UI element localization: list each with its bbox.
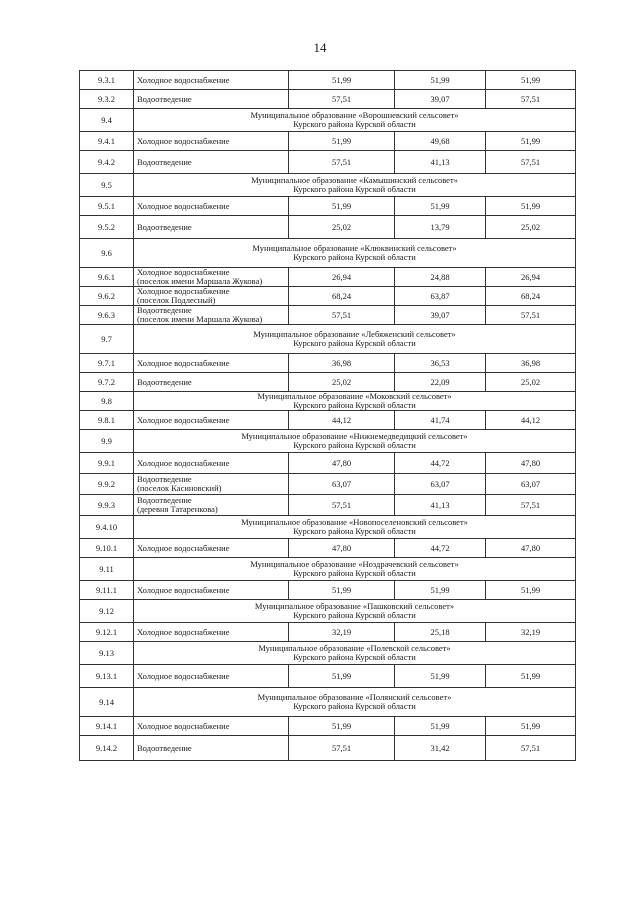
row-number: 9.4.1 [80, 132, 134, 151]
row-number: 9.9.2 [80, 474, 134, 495]
table-row [80, 736, 576, 761]
tariff-table-body [80, 71, 576, 761]
row-number: 9.4.2 [80, 151, 134, 174]
tariff-value-2: 51,99 [395, 665, 486, 688]
tariff-value-3: 47,80 [486, 453, 576, 474]
tariff-value-1: 57,51 [289, 736, 395, 761]
tariff-value-1: 32,19 [289, 623, 395, 642]
tariff-value-1: 51,99 [289, 71, 395, 90]
table-row [80, 717, 576, 736]
service-name [134, 216, 289, 239]
tariff-value-2: 39,07 [395, 90, 486, 109]
tariff-value-2: 63,87 [395, 287, 486, 306]
tariff-value-2: 51,99 [395, 197, 486, 216]
section-title [134, 174, 576, 197]
section-title-line: Курского района Курской области [293, 184, 416, 194]
tariff-value-3: 51,99 [486, 665, 576, 688]
table-row [80, 581, 576, 600]
service-name-line: Холодное водоснабжение [137, 286, 230, 297]
section-header-row [80, 516, 576, 539]
service-name-line: Холодное водоснабжение [137, 670, 230, 681]
section-title-line: Курского района Курской области [293, 568, 416, 578]
section-title-line: Курского района Курской области [293, 252, 416, 262]
tariff-value-1: 57,51 [289, 90, 395, 109]
service-name [134, 581, 289, 600]
table-row [80, 665, 576, 688]
tariff-value-2: 41,13 [395, 495, 486, 516]
service-name [134, 306, 289, 325]
section-title [134, 239, 576, 268]
table-row [80, 623, 576, 642]
table-row [80, 539, 576, 558]
page-number: 14 [313, 40, 327, 55]
row-number: 9.13 [80, 642, 134, 665]
section-title-line: Муниципальное образование «Ноздрачевский сельсовет» [250, 559, 459, 570]
service-name-line: Холодное водоснабжение [137, 720, 230, 731]
tariff-value-3: 25,02 [486, 216, 576, 239]
table-row [80, 306, 576, 325]
service-name [134, 151, 289, 174]
row-number: 9.12.1 [80, 623, 134, 642]
row-number: 9.5 [80, 174, 134, 197]
row-number: 9.11 [80, 558, 134, 581]
table-row [80, 216, 576, 239]
table-row [80, 71, 576, 90]
tariff-value-1: 57,51 [289, 151, 395, 174]
section-title [134, 430, 576, 453]
tariff-value-1: 51,99 [289, 717, 395, 736]
table-row [80, 453, 576, 474]
row-number: 9.7 [80, 325, 134, 354]
service-name-line: Холодное водоснабжение [137, 542, 230, 553]
section-title-line: Курского района Курской области [293, 701, 416, 711]
section-title [134, 392, 576, 411]
section-title [134, 558, 576, 581]
row-number: 9.4.10 [80, 516, 134, 539]
tariff-value-3: 51,99 [486, 197, 576, 216]
tariff-value-2: 22,09 [395, 373, 486, 392]
tariff-value-2: 41,74 [395, 411, 486, 430]
service-name-line: (деревня Татаренкова) [137, 504, 218, 514]
service-name [134, 495, 289, 516]
tariff-value-2: 51,99 [395, 581, 486, 600]
section-title-line: Муниципальное образование «Клюквинский сельсовет» [252, 243, 457, 254]
service-name [134, 717, 289, 736]
tariff-value-3: 51,99 [486, 717, 576, 736]
row-number: 9.3.2 [80, 90, 134, 109]
section-header-row [80, 392, 576, 411]
section-title [134, 516, 576, 539]
tariff-value-3: 32,19 [486, 623, 576, 642]
service-name [134, 411, 289, 430]
service-name-line: Водоотведение [137, 376, 192, 387]
service-name [134, 90, 289, 109]
table-row [80, 474, 576, 495]
row-number: 9.8 [80, 392, 134, 411]
table-row [80, 287, 576, 306]
tariff-value-3: 25,02 [486, 373, 576, 392]
service-name-line: Холодное водоснабжение [137, 626, 230, 637]
service-name [134, 71, 289, 90]
tariff-value-3: 36,98 [486, 354, 576, 373]
section-title-line: Муниципальное образование «Ворошневский сельсовет» [250, 110, 459, 121]
row-number: 9.7.2 [80, 373, 134, 392]
tariff-value-3: 57,51 [486, 151, 576, 174]
section-title-line: Муниципальное образование «Новопоселеновский сельсовет» [241, 517, 468, 528]
section-header-row [80, 558, 576, 581]
tariff-value-2: 51,99 [395, 71, 486, 90]
row-number: 9.9 [80, 430, 134, 453]
table-row [80, 268, 576, 287]
section-header-row [80, 239, 576, 268]
row-number: 9.14.1 [80, 717, 134, 736]
tariff-value-2: 24,88 [395, 268, 486, 287]
tariff-value-1: 63,07 [289, 474, 395, 495]
row-number: 9.13.1 [80, 665, 134, 688]
service-name-line: (поселок имени Маршала Жукова) [137, 314, 263, 324]
section-title-line: Курского района Курской области [293, 400, 416, 410]
service-name-line: Водоотведение [137, 305, 192, 316]
tariff-table [79, 70, 576, 761]
service-name-line: Водоотведение [137, 156, 192, 167]
row-number: 9.6.2 [80, 287, 134, 306]
service-name-line: Холодное водоснабжение [137, 135, 230, 146]
table-row [80, 90, 576, 109]
service-name-line: Холодное водоснабжение [137, 357, 230, 368]
row-number: 9.4 [80, 109, 134, 132]
tariff-value-1: 26,94 [289, 268, 395, 287]
tariff-value-1: 25,02 [289, 216, 395, 239]
row-number: 9.6.1 [80, 268, 134, 287]
service-name-line: Холодное водоснабжение [137, 584, 230, 595]
section-title [134, 109, 576, 132]
service-name [134, 132, 289, 151]
row-number: 9.12 [80, 600, 134, 623]
service-name [134, 453, 289, 474]
service-name [134, 373, 289, 392]
section-title-line: Курского района Курской области [293, 610, 416, 620]
service-name [134, 197, 289, 216]
section-title-line: Муниципальное образование «Пашковский сельсовет» [254, 601, 455, 612]
tariff-value-1: 51,99 [289, 665, 395, 688]
tariff-value-1: 47,80 [289, 539, 395, 558]
service-name-line: (поселок Подлесный) [137, 295, 216, 305]
tariff-value-3: 57,51 [486, 495, 576, 516]
service-name-line: Водоотведение [137, 93, 192, 104]
tariff-value-1: 68,24 [289, 287, 395, 306]
section-title-line: Муниципальное образование «Камышинский сельсовет» [251, 175, 458, 186]
tariff-value-1: 25,02 [289, 373, 395, 392]
tariff-value-3: 68,24 [486, 287, 576, 306]
tariff-value-3: 63,07 [486, 474, 576, 495]
tariff-value-2: 41,13 [395, 151, 486, 174]
section-header-row [80, 642, 576, 665]
section-title-line: Муниципальное образование «Нижнемедведицкий сельсовет» [241, 431, 468, 442]
row-number: 9.3.1 [80, 71, 134, 90]
service-name [134, 474, 289, 495]
section-header-row [80, 109, 576, 132]
section-title [134, 600, 576, 623]
section-title-line: Курского района Курской области [293, 652, 416, 662]
tariff-value-1: 36,98 [289, 354, 395, 373]
tariff-value-2: 44,72 [395, 453, 486, 474]
section-title-line: Курского района Курской области [293, 526, 416, 536]
tariff-value-2: 51,99 [395, 717, 486, 736]
table-row [80, 411, 576, 430]
table-row [80, 354, 576, 373]
service-name-line: Холодное водоснабжение [137, 74, 230, 85]
table-row [80, 132, 576, 151]
service-name-line: Водоотведение [137, 474, 192, 485]
service-name-line: Холодное водоснабжение [137, 267, 230, 278]
service-name [134, 736, 289, 761]
section-header-row [80, 325, 576, 354]
tariff-value-2: 44,72 [395, 539, 486, 558]
tariff-value-3: 26,94 [486, 268, 576, 287]
tariff-value-2: 36,53 [395, 354, 486, 373]
row-number: 9.10.1 [80, 539, 134, 558]
service-name-line: (поселок Касиновский) [137, 483, 222, 493]
row-number: 9.5.1 [80, 197, 134, 216]
section-title-line: Муниципальное образование «Моковский сельсовет» [257, 391, 452, 402]
tariff-value-2: 13,79 [395, 216, 486, 239]
tariff-value-3: 47,80 [486, 539, 576, 558]
tariff-value-2: 31,42 [395, 736, 486, 761]
row-number: 9.14 [80, 688, 134, 717]
section-title [134, 325, 576, 354]
tariff-value-2: 49,68 [395, 132, 486, 151]
section-title-line: Курского района Курской области [293, 338, 416, 348]
tariff-value-3: 57,51 [486, 90, 576, 109]
section-header-row [80, 430, 576, 453]
section-header-row [80, 688, 576, 717]
row-number: 9.7.1 [80, 354, 134, 373]
tariff-value-2: 25,18 [395, 623, 486, 642]
tariff-value-3: 57,51 [486, 736, 576, 761]
service-name-line: Водоотведение [137, 221, 192, 232]
section-title-line: Курского района Курской области [293, 440, 416, 450]
section-header-row [80, 600, 576, 623]
row-number: 9.9.1 [80, 453, 134, 474]
tariff-value-3: 44,12 [486, 411, 576, 430]
service-name [134, 354, 289, 373]
tariff-value-1: 57,51 [289, 495, 395, 516]
tariff-value-1: 44,12 [289, 411, 395, 430]
row-number: 9.6 [80, 239, 134, 268]
tariff-value-3: 51,99 [486, 132, 576, 151]
section-title [134, 642, 576, 665]
tariff-value-1: 47,80 [289, 453, 395, 474]
service-name-line: Холодное водоснабжение [137, 457, 230, 468]
service-name [134, 268, 289, 287]
table-row [80, 495, 576, 516]
tariff-value-1: 51,99 [289, 581, 395, 600]
row-number: 9.8.1 [80, 411, 134, 430]
tariff-value-1: 57,51 [289, 306, 395, 325]
tariff-value-3: 51,99 [486, 71, 576, 90]
tariff-value-3: 57,51 [486, 306, 576, 325]
service-name [134, 287, 289, 306]
service-name-line: Холодное водоснабжение [137, 200, 230, 211]
tariff-value-2: 63,07 [395, 474, 486, 495]
service-name-line: (поселок имени Маршала Жукова) [137, 276, 263, 286]
section-title-line: Курского района Курской области [293, 119, 416, 129]
section-header-row [80, 174, 576, 197]
tariff-value-2: 39,07 [395, 306, 486, 325]
service-name [134, 623, 289, 642]
row-number: 9.9.3 [80, 495, 134, 516]
service-name-line: Водоотведение [137, 495, 192, 506]
row-number: 9.5.2 [80, 216, 134, 239]
tariff-value-1: 51,99 [289, 132, 395, 151]
row-number: 9.14.2 [80, 736, 134, 761]
tariff-value-3: 51,99 [486, 581, 576, 600]
service-name-line: Водоотведение [137, 742, 192, 753]
table-row [80, 197, 576, 216]
row-number: 9.11.1 [80, 581, 134, 600]
tariff-value-1: 51,99 [289, 197, 395, 216]
section-title-line: Муниципальное образование «Полевской сельсовет» [258, 643, 451, 654]
section-title [134, 688, 576, 717]
service-name-line: Холодное водоснабжение [137, 414, 230, 425]
service-name [134, 539, 289, 558]
row-number: 9.6.3 [80, 306, 134, 325]
table-row [80, 373, 576, 392]
section-title-line: Муниципальное образование «Лебяженский сельсовет» [253, 329, 456, 340]
service-name [134, 665, 289, 688]
table-row [80, 151, 576, 174]
section-title-line: Муниципальное образование «Полянский сельсовет» [257, 692, 452, 703]
